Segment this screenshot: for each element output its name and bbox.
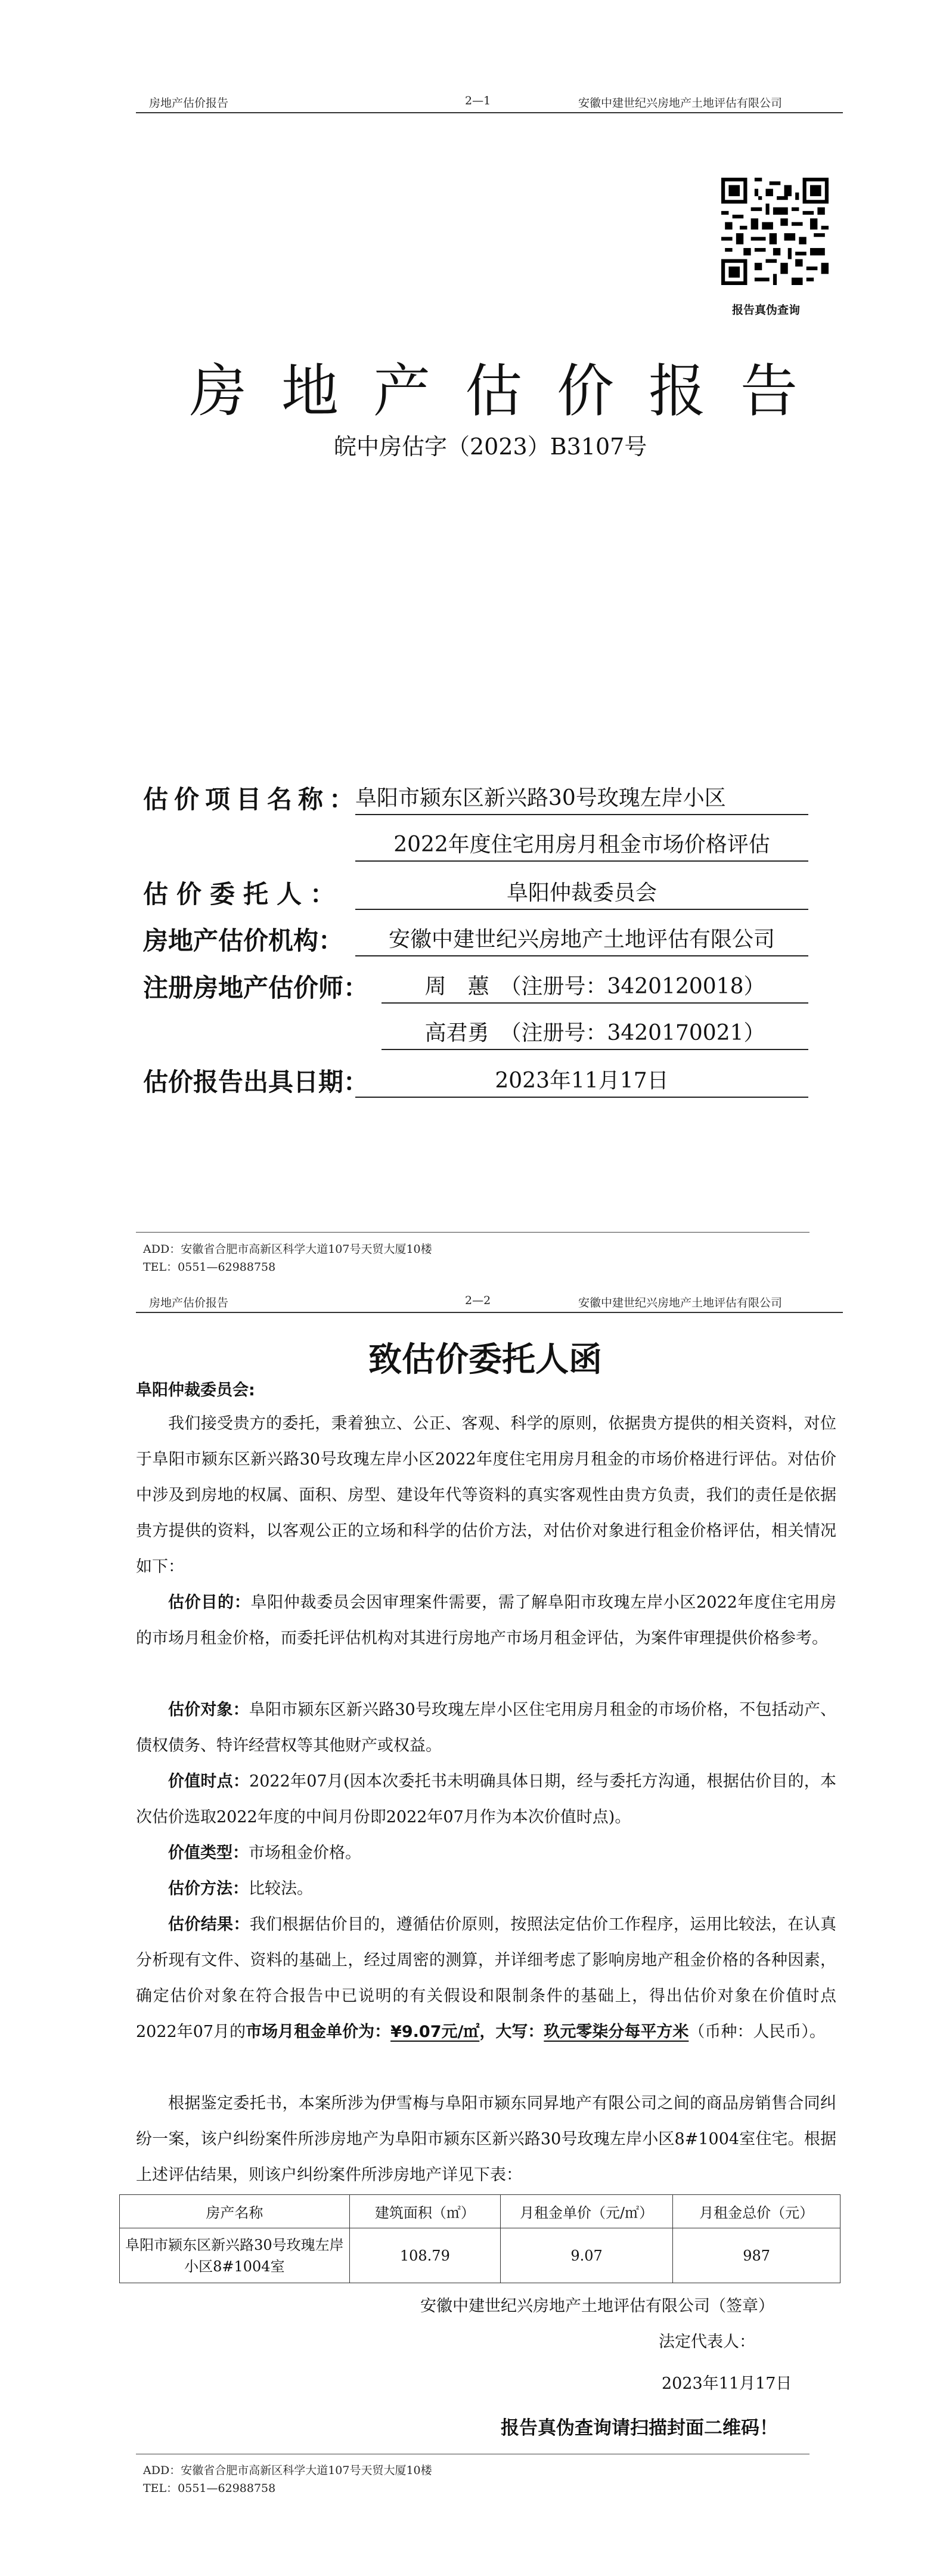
- table-cell-unit-price: 9.07: [500, 2228, 672, 2283]
- valuation-summary-table: [119, 2194, 840, 2283]
- intro-paragraph: [136, 1406, 836, 1585]
- case-text: 根据鉴定委托书，本案所涉为伊雪梅与阜阳市颍东同昇地产有限公司之间的商品房销售合同纠纷一案，该户纠纷案件所涉房地产为阜阳市颍东区新兴路30号玫瑰左岸小区8#1004室住宅。根据上述评估结果，则该户纠纷案件所涉房地产详见下表：: [136, 2094, 836, 2184]
- object-text: 阜阳市颍东区新兴路30号玫瑰左岸小区住宅用房月租金的市场价格，不包括动产、债权债务、特许经营权等其他财产或权益。: [136, 1701, 837, 1755]
- report-title: 房地产估价报告: [190, 358, 832, 425]
- issue-date-value: 2023年11月17日: [355, 1064, 808, 1098]
- agency-label: 房地产估价机构：: [143, 926, 344, 955]
- signature-company: 安徽中建世纪兴房地产土地评估有限公司（签章）: [420, 2297, 774, 2315]
- value-time-paragraph: [136, 1764, 836, 1835]
- result-currency: （币种：人民币）。: [688, 2023, 826, 2041]
- qr-caption: 报告真伪查询: [732, 304, 801, 317]
- page2-header-left: 房地产估价报告: [149, 1296, 229, 1309]
- page1-header-rule: [136, 112, 843, 113]
- method-paragraph: [136, 1871, 836, 1907]
- page1-footer-address: ADD：安徽省合肥市高新区科学大道107号天贸大厦10楼: [143, 1243, 432, 1256]
- result-paragraph: [136, 1907, 836, 2050]
- intro-text: 我们接受贵方的委托，秉着独立、公正、客观、科学的原则，依据贵方提供的相关资料，对位于阜阳市颍东区新兴路30号玫瑰左岸小区2022年度住宅用房月租金的市场价格进行评估。对估价中涉及到房地的权属、面积、房型、建设年代等资料的真实客观性由贵方负责，我们的责任是依据贵方提供的资料，以客观公正的立场和科学的估价方法，对估价对象进行租金价格评估，相关情况如下：: [136, 1414, 836, 1576]
- object-paragraph: [136, 1692, 836, 1764]
- result-words-label: ，大写：: [479, 2023, 544, 2041]
- purpose-text: 阜阳仲裁委员会因审理案件需要，需了解阜阳市玫瑰左岸小区2022年度住宅用房的市场月租金价格，而委托评估机构对其进行房地产市场月租金评估，为案件审理提供价格参考。: [136, 1593, 837, 1648]
- value-time-text: 2022年07月(因本次委托书未明确具体日期，经与委托方沟通，根据估价目的，本次估价选取2022年度的中间月份即2022年07月作为本次价值时点)。: [136, 1772, 836, 1826]
- table-cell-total: 987: [673, 2228, 840, 2283]
- page1-header-right: 安徽中建世纪兴房地产土地评估有限公司: [578, 97, 783, 110]
- report-document-number: 皖中房估字（2023）B3107号: [334, 434, 647, 460]
- result-unit-price-words: 玖元零柒分每平方米: [544, 2023, 689, 2041]
- qr-code-icon[interactable]: [721, 178, 829, 285]
- client-value: 阜阳仲裁委员会: [355, 876, 808, 910]
- signature-date: 2023年11月17日: [662, 2374, 792, 2393]
- project-name-line1: 阜阳市颍东区新兴路30号玫瑰左岸小区: [355, 781, 808, 815]
- client-label: 估价委托人：: [143, 880, 344, 909]
- table-header-row: [120, 2195, 840, 2228]
- result-label: 估价结果：: [168, 1915, 250, 1934]
- page1-header-page-number: 2—1: [465, 94, 491, 107]
- value-type-text: 市场租金价格。: [249, 1844, 361, 1862]
- page1-footer-phone: TEL：0551—62988758: [143, 1261, 276, 1274]
- result-unit-price-label: 市场月租金单价为：: [246, 2023, 391, 2041]
- page1-footer-rule: [136, 1232, 809, 1233]
- case-paragraph: [136, 2086, 836, 2193]
- appraiser-1: 周 蕙 （注册号：3420120018）: [381, 970, 808, 1004]
- letter-title: 致估价委托人函: [368, 1340, 602, 1379]
- table-header-cell: 月租金单价（元/㎡）: [500, 2195, 672, 2228]
- agency-value: 安徽中建世纪兴房地产土地评估有限公司: [355, 922, 808, 956]
- appraiser-2: 高君勇 （注册号：3420170021）: [381, 1016, 808, 1050]
- table-cell-property: 阜阳市颍东区新兴路30号玫瑰左岸小区8#1004室: [120, 2228, 350, 2283]
- page2-footer-address: ADD：安徽省合肥市高新区科学大道107号天贸大厦10楼: [143, 2464, 432, 2477]
- page2-header-page-number: 2—2: [465, 1294, 491, 1307]
- table-row: [120, 2228, 840, 2283]
- page2-header-right: 安徽中建世纪兴房地产土地评估有限公司: [578, 1296, 783, 1309]
- page1-header-left: 房地产估价报告: [149, 97, 229, 110]
- value-type-paragraph: [136, 1835, 836, 1871]
- value-time-label: 价值时点：: [168, 1772, 250, 1791]
- table-header-cell: 房产名称: [120, 2195, 350, 2228]
- letter-addressee: 阜阳仲裁委员会:: [136, 1381, 255, 1400]
- appraiser-label: 注册房地产估价师：: [143, 973, 369, 1002]
- method-label: 估价方法：: [168, 1880, 249, 1898]
- result-text: 我们根据估价目的，遵循估价原则，按照法定估价工作程序，运用比较法，在认真分析现有文件、资料的基础上，经过周密的测算，并详细考虑了影响房地产租金价格的各种因素，确定估价对象在符合报告中已说明的有关假设和限制条件的基础上，得出估价对象在价值时点2022年07月的: [136, 1915, 836, 2041]
- method-text: 比较法。: [249, 1880, 313, 1898]
- table-header-cell: 建筑面积（㎡）: [349, 2195, 500, 2228]
- project-name-label: 估价项目名称：: [143, 785, 361, 814]
- project-name-line2: 2022年度住宅用房月租金市场价格评估: [355, 828, 808, 862]
- table-header-cell: 月租金总价（元）: [673, 2195, 840, 2228]
- signature-representative: 法定代表人：: [659, 2333, 755, 2351]
- purpose-paragraph: [136, 1585, 836, 1657]
- purpose-label: 估价目的：: [168, 1593, 251, 1612]
- issue-date-label: 估价报告出具日期：: [143, 1067, 369, 1097]
- result-unit-price: ¥9.07元/㎡: [390, 2023, 480, 2041]
- table-cell-area: 108.79: [349, 2228, 500, 2283]
- page2-footer-phone: TEL：0551—62988758: [143, 2482, 276, 2495]
- object-label: 估价对象：: [168, 1701, 249, 1719]
- value-type-label: 价值类型：: [168, 1844, 249, 1862]
- authenticity-notice: 报告真伪查询请扫描封面二维码！: [501, 2417, 778, 2439]
- page2-header-rule: [136, 1312, 843, 1313]
